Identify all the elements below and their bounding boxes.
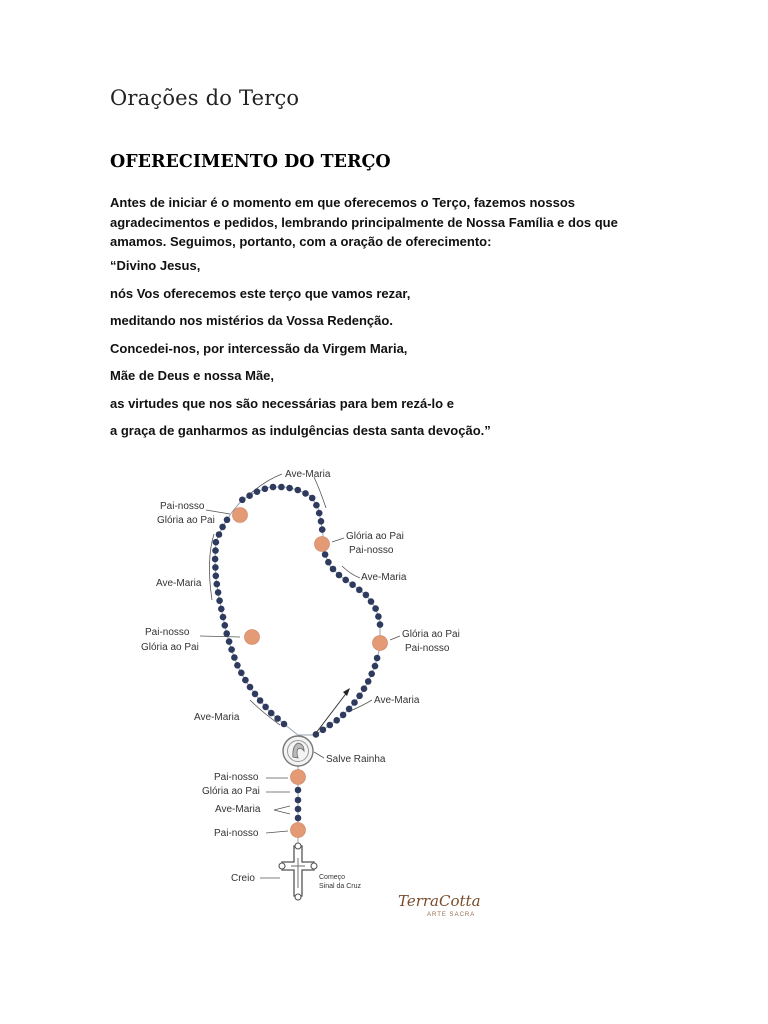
small-bead [295,806,302,813]
small-bead [257,697,264,704]
small-bead [214,581,221,588]
label-bracket [266,831,288,833]
small-bead [368,671,375,678]
small-bead [318,518,325,525]
small-bead [295,787,302,794]
rosary-diagram [0,455,768,935]
label-pai-nosso-3: Pai-nosso [145,627,190,638]
small-bead [226,638,233,645]
label-pendant-ave-maria: Ave-Maria [215,804,261,815]
label-pai-nosso-2: Pai-nosso [349,545,394,556]
small-bead [222,622,229,629]
small-bead [313,731,320,738]
label-ave-maria-bottom-left: Ave-Maria [194,712,240,723]
prayer-line: Concedei-nos, por intercessão da Virgem Maria, [110,341,408,356]
small-bead [239,497,246,504]
small-bead [336,572,343,579]
brand-name: TerraCotta [398,892,481,910]
small-bead [346,706,353,713]
small-bead [322,551,329,558]
small-bead [361,685,368,692]
label-bracket [274,810,290,814]
label-ave-maria-right: Ave-Maria [361,572,407,583]
prayer-line: “Divino Jesus, [110,258,201,273]
small-bead [356,693,363,700]
small-bead [268,710,275,717]
small-bead [224,517,231,524]
small-bead [254,488,261,495]
large-bead [233,508,248,523]
label-bracket [332,538,344,542]
label-gloria-1: Glória ao Pai [157,515,215,526]
small-bead [375,613,382,620]
small-bead [363,592,370,599]
small-bead [295,487,302,494]
small-bead [262,704,269,711]
terracotta-logo [398,892,481,918]
small-bead [342,577,349,584]
label-gloria-2: Glória ao Pai [346,531,404,542]
large-bead [291,823,306,838]
label-bracket [314,752,324,758]
small-bead [212,556,219,563]
prayer-line: nós Vos oferecemos este terço que vamos rezar, [110,286,411,301]
small-bead [325,559,332,566]
small-bead [286,485,293,492]
small-bead [377,621,384,628]
label-ave-maria-bottom-right: Ave-Maria [374,695,420,706]
label-ave-maria-left: Ave-Maria [156,578,202,589]
small-bead [212,564,219,571]
small-bead [374,655,381,662]
crucifix-icon [279,843,317,900]
label-salve-rainha: Salve Rainha [326,754,386,765]
brand-sub: ARTE SACRA [427,912,476,918]
small-bead [242,677,249,684]
small-bead [247,684,254,691]
small-bead [333,717,340,724]
label-bracket [274,806,290,810]
small-bead [216,531,223,538]
label-bracket [342,566,360,578]
small-bead [262,486,269,493]
small-bead [228,646,235,653]
intro-paragraph: Antes de iniciar é o momento em que oferecemos o Terço, fazemos nossos agradecimentos e pedidos, lembrando principalmente de Nossa Família e dos que amamos. Seguimos, portanto, com a oração de oferecimento: [110,195,618,249]
medal-icon [283,736,313,766]
small-bead [372,605,379,612]
label-ave-maria-top: Ave-Maria [285,469,331,480]
small-bead [234,662,241,669]
small-bead [252,691,259,698]
small-bead [238,670,245,677]
small-bead [327,722,334,729]
small-bead [302,490,309,497]
small-bead [218,606,225,613]
page-title: Orações do Terço [110,86,300,110]
small-bead [213,539,220,546]
small-bead [295,815,302,822]
prayer-line: as virtudes que nos são necessárias para bem rezá-lo e [110,396,454,411]
small-bead [274,715,281,722]
small-bead [246,492,253,499]
small-bead [309,495,316,502]
small-bead [330,566,337,573]
small-bead [216,597,223,604]
large-bead [315,537,330,552]
small-bead [220,614,227,621]
small-bead [316,510,323,517]
small-bead [219,524,226,531]
large-bead [245,630,260,645]
large-bead [373,636,388,651]
small-bead [215,589,222,596]
label-pai-nosso-4: Pai-nosso [405,643,450,654]
label-bracket [200,636,240,637]
small-bead [351,699,358,706]
section-heading: OFERECIMENTO DO TERÇO [110,152,391,172]
prayer-line: Mãe de Deus e nossa Mãe, [110,368,275,383]
small-bead [340,712,347,719]
small-bead [368,598,375,605]
small-bead [212,547,219,554]
label-pai-nosso-1: Pai-nosso [160,501,205,512]
small-bead [313,502,320,509]
small-bead [356,587,363,594]
small-bead [365,678,372,685]
small-bead [349,581,356,588]
label-gloria-3: Glória ao Pai [141,642,199,653]
label-gloria-4: Glória ao Pai [402,629,460,640]
small-bead [278,484,285,491]
prayer-line: a graça de ganharmos as indulgências desta santa devoção.” [110,423,491,438]
small-bead [372,663,379,670]
small-bead [295,797,302,804]
direction-arrow-icon [316,688,350,733]
large-bead [291,770,306,785]
label-bracket [206,510,230,514]
small-bead [231,654,238,661]
small-bead [270,484,277,491]
small-bead [319,526,326,533]
small-bead [213,573,220,580]
chain-loop [215,487,380,735]
label-comeco: Começo [319,874,346,881]
label-sinal-da-cruz: Sinal da Cruz [319,883,362,890]
label-pendant-gloria: Glória ao Pai [202,786,260,797]
label-pendant-pai-nosso-2: Pai-nosso [214,828,259,839]
label-bracket [390,636,400,640]
label-creio: Creio [231,873,255,884]
small-bead [223,630,230,637]
label-pendant-pai-nosso: Pai-nosso [214,772,259,783]
small-bead [281,721,288,728]
prayer-line: meditando nos mistérios da Vossa Redenção. [110,313,393,328]
